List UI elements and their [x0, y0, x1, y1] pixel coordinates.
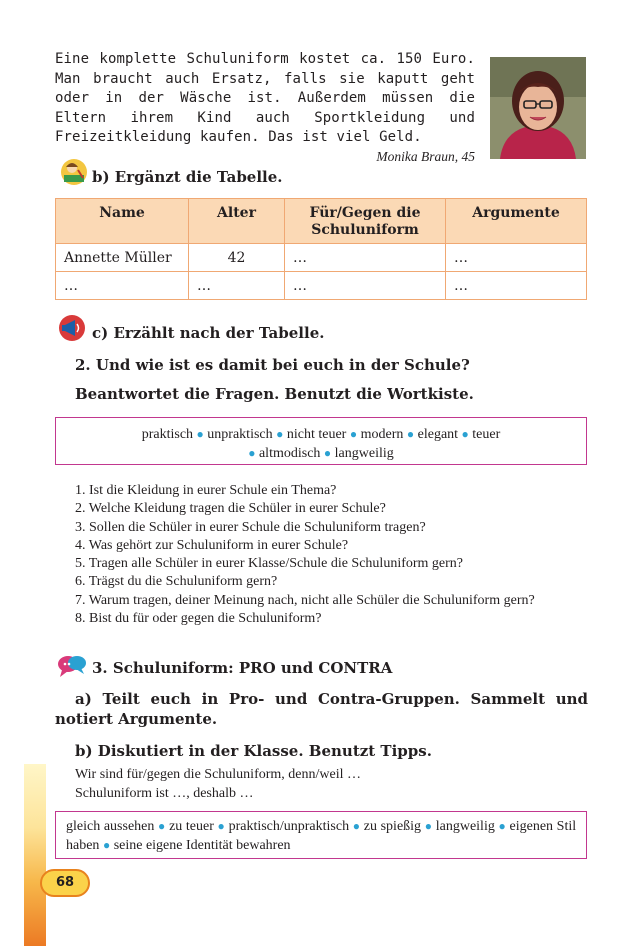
word-item: nicht teuer: [286, 427, 347, 442]
list-item: 5. Tragen alle Schüler in eurer Klasse/Schule die Schuluniform gern?: [75, 556, 464, 572]
intro-block: [55, 50, 475, 166]
question-list: [55, 482, 588, 628]
list-item: 3. Sollen die Schüler in eurer Schule die Schuluniform tragen?: [75, 519, 426, 535]
list-item: 4. Was gehört zur Schuluniform in eurer Schule?: [75, 537, 349, 553]
task3a-instruction: a) Teilt euch in Pro- und Contra-Gruppen. Sammelt und notiert Argumente.: [55, 690, 588, 728]
table-row: [56, 244, 587, 272]
task2-instruction: Beantwortet die Fragen. Benutzt die Wortkiste.: [75, 385, 474, 403]
list-item: 8. Bist du für oder gegen die Schuluniform?: [75, 611, 322, 627]
word-item: zu teuer: [169, 819, 214, 834]
table-header-row: [56, 199, 587, 244]
decorative-stripe: [24, 764, 46, 946]
task3b-instruction: b) Diskutiert in der Klasse. Benutzt Tipps.: [75, 742, 432, 760]
header-arguments: Argumente: [446, 199, 587, 244]
intro-paragraph: Eine komplette Schuluniform kostet ca. 150 Euro. Man braucht auch Ersatz, falls sie kaputt geht oder in der Wäsche ist. Außerdem müssen die Eltern ihrem Kind auch Sportkleidung und Freizeitkleidung kaufen. Das ist viel Geld.: [55, 51, 475, 145]
word-item: seine eigene Identität bewahren: [113, 838, 291, 853]
table-cell[interactable]: …: [446, 244, 587, 272]
writing-student-icon: [60, 158, 88, 186]
word-item: praktisch/unpraktisch: [228, 819, 350, 834]
intro-author: Monika Braun, 45: [376, 148, 475, 164]
tips-wordbox: gleich aussehen ● zu teuer ● praktisch/unpraktisch ● zu spießig ● langweilig ● eigenen Stil haben ● seine eigene Identität bewahren: [55, 811, 587, 859]
megaphone-icon: [58, 314, 86, 342]
table-cell[interactable]: …: [446, 272, 587, 300]
word-item: langweilig: [334, 446, 394, 461]
word-item: teuer: [472, 427, 501, 442]
list-item: 2. Welche Kleidung tragen die Schüler in eurer Schule?: [75, 501, 386, 517]
word-item: modern: [360, 427, 404, 442]
word-item: gleich aussehen: [66, 819, 155, 834]
header-name: Name: [56, 199, 189, 244]
page-number: 68: [40, 869, 90, 897]
list-item: 7. Warum tragen, deiner Meinung nach, nicht alle Schüler die Schuluniform gern?: [75, 592, 535, 608]
table-cell[interactable]: …: [189, 272, 285, 300]
argument-table: [55, 198, 587, 300]
list-item: 6. Trägst du die Schuluniform gern?: [75, 574, 278, 590]
task-c-heading: c) Erzählt nach der Tabelle.: [92, 324, 325, 342]
wordbox: praktisch ● unpraktisch ● nicht teuer ● modern ● elegant ● teuer ● altmodisch ● langweilig: [55, 417, 587, 465]
table-cell[interactable]: 42: [189, 244, 285, 272]
header-position: Für/Gegen die Schuluniform: [285, 199, 446, 244]
table-row: [56, 272, 587, 300]
word-item: elegant: [417, 427, 459, 442]
speech-bubbles-icon: [57, 652, 85, 680]
list-item: 1. Ist die Kleidung in eurer Schule ein Thema?: [75, 483, 337, 498]
task2-heading: 2. Und wie ist es damit bei euch in der Schule?: [75, 356, 470, 374]
task-b-heading: b) Ergänzt die Tabelle.: [92, 168, 283, 186]
word-item: praktisch: [141, 427, 194, 442]
tip-line: Schuluniform ist …, deshalb …: [75, 786, 254, 801]
word-item: langweilig: [435, 819, 495, 834]
table-cell[interactable]: …: [56, 272, 189, 300]
word-item: eigenen Stil haben: [66, 819, 577, 853]
word-item: altmodisch: [258, 446, 321, 461]
table-cell[interactable]: …: [285, 272, 446, 300]
word-item: zu spießig: [363, 819, 422, 834]
task3-heading: 3. Schuluniform: PRO und CONTRA: [92, 659, 393, 677]
table-cell[interactable]: Annette Müller: [56, 244, 189, 272]
word-item: unpraktisch: [207, 427, 273, 442]
tip-line: Wir sind für/gegen die Schuluniform, denn/weil …: [75, 767, 361, 782]
table-cell[interactable]: …: [285, 244, 446, 272]
header-age: Alter: [189, 199, 285, 244]
portrait-photo: [490, 57, 586, 159]
